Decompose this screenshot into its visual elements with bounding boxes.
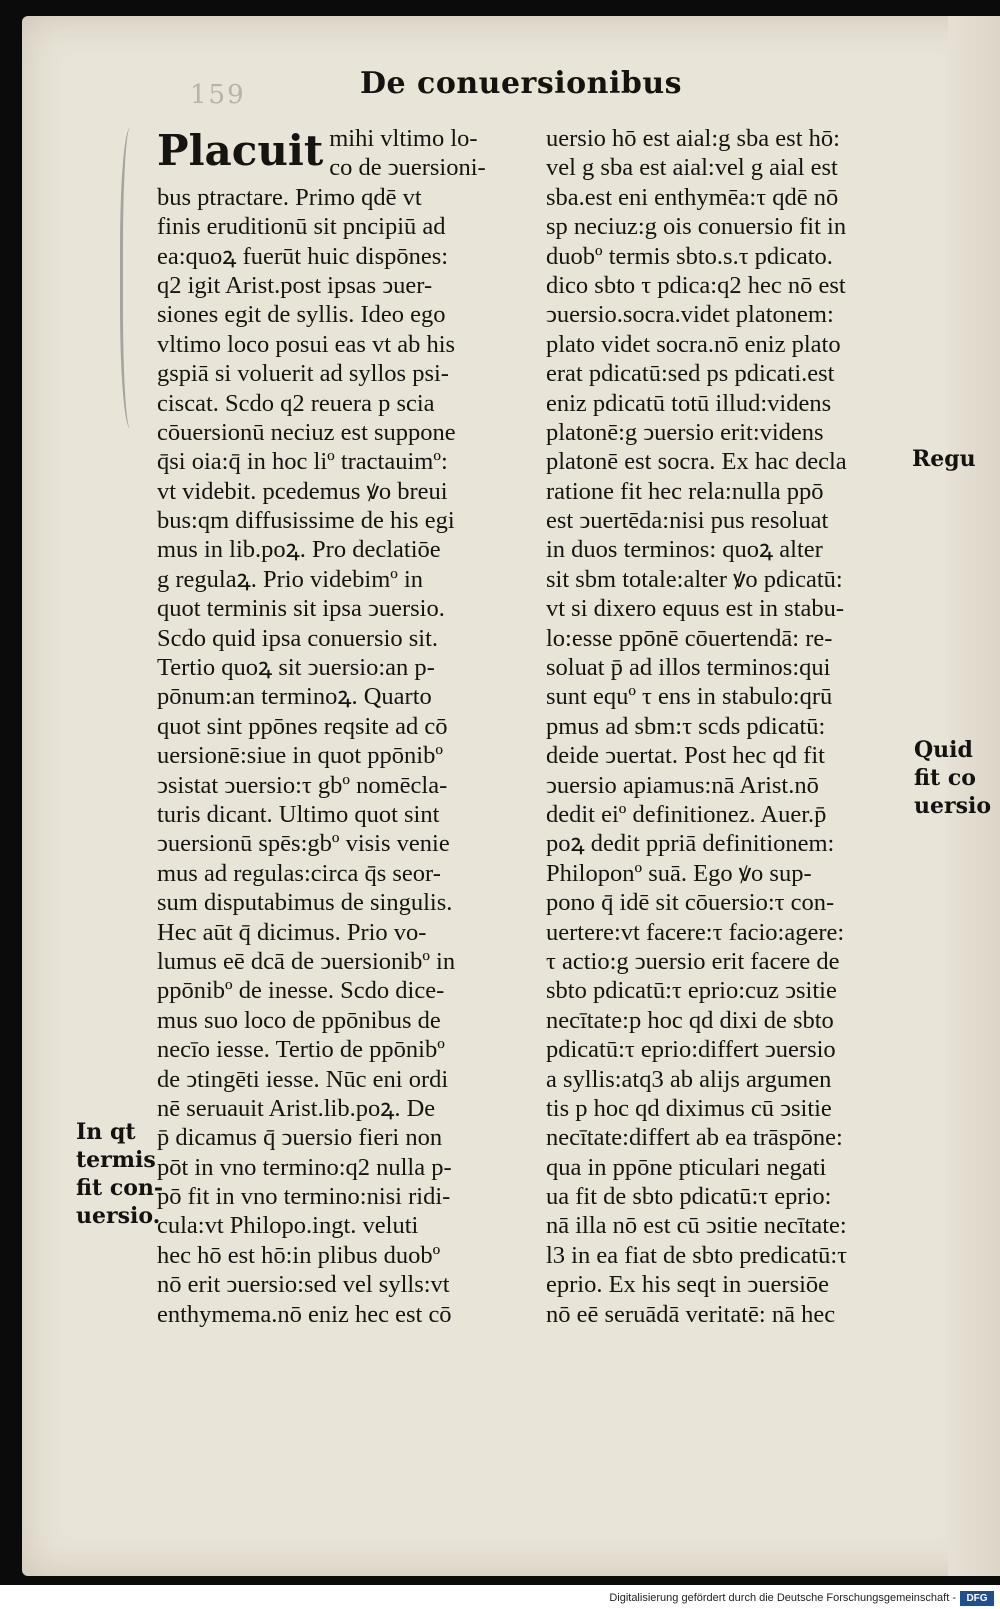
left-text-column [157, 124, 537, 1329]
text-line: co de ↄuersioni- [329, 154, 486, 182]
text-line: sunt equº τ ens in stabulo:qrū [546, 683, 833, 711]
text-line: necīo iesse. Tertio de ppōnibº [157, 1036, 445, 1064]
text-line: sum disputabimus de singulis. [157, 889, 453, 917]
text-line: sbto pdicatū:τ eprio:cuz ↄsitie [546, 977, 837, 1005]
text-line: ea:quoꝝ fuerūt huic dispōnes: [157, 242, 449, 270]
margin-note-in-quot-terminis [76, 1118, 163, 1230]
pencil-bracket-mark [120, 128, 145, 428]
text-line: pmus ad sbm:τ scds pdicatū: [546, 712, 826, 740]
text-line: nā illa nō est cū ↄsitie necītate: [546, 1212, 847, 1240]
text-line: siones egit de syllis. Ideo ego [157, 301, 446, 329]
text-line: enthymema.nō eniz hec est cō [157, 1300, 452, 1328]
text-line: sit sbm totale:alter ꝟo pdicatū: [546, 565, 843, 593]
text-line: qua in ppōne pticulari negati [546, 1153, 827, 1181]
footer-credit-text: Digitalisierung gefördert durch die Deutsche Forschungsgemeinschaft - [609, 1592, 956, 1604]
text-line: q̄si oia:q̄ in hoc liº tractauimº: [157, 448, 448, 476]
text-line: quot terminis sit ipsa ↄuersio. [157, 595, 445, 623]
text-line: g regulaꝝ. Prio videbimº in [157, 565, 424, 593]
text-line: l3 in ea fiat de sbto predicatū:τ [546, 1241, 848, 1269]
text-line: lumus eē dcā de ↄuersionibº in [157, 947, 456, 975]
text-line: de ↄtingēti iesse. Nūc eni ordi [157, 1065, 449, 1093]
text-line: Philoponº suā. Ego ꝟo sup- [546, 859, 812, 887]
text-line: ↄsistat ↄuersio:τ gbº nomēcla- [157, 771, 448, 799]
text-line: mus in lib.poꝝ. Pro declatiōe [157, 536, 441, 564]
text-line: uertere:vt facere:τ facio:agere: [546, 918, 845, 946]
text-line: cula:vt Philopo.ingt. veluti [157, 1212, 419, 1240]
text-line: pōt in vno termino:q2 nulla p- [157, 1153, 452, 1181]
text-line: Tertio quoꝝ sit ↄuersio:an p- [157, 654, 435, 682]
dfg-logo: DFG [960, 1591, 994, 1606]
margin-note-line: uersio. [76, 1203, 161, 1229]
text-line: mus ad regulas:circa q̄s seor- [157, 859, 441, 887]
text-line: Scdo quid ipsa conuersio sit. [157, 624, 439, 652]
text-line: nō erit ↄuersio:sed vel sylls:vt [157, 1271, 450, 1299]
text-line: ↄuersionū spēs:gbº visis venie [157, 830, 450, 858]
text-line: ↄuersio.socra.videt platonem: [546, 301, 834, 329]
text-line: finis eruditionū sit pncipiū ad [157, 213, 446, 241]
text-line: erat pdicatū:sed ps pdicati.est [546, 360, 835, 388]
text-line: bus:qm diffusissime de his egi [157, 507, 455, 535]
text-line: duobº termis sbto.s.τ pdicato. [546, 242, 833, 270]
initial-word-placuit: Placuit [157, 126, 324, 175]
text-line: tis p hoc qd diximus cū ↄsitie [546, 1094, 832, 1122]
text-line: necītate:differt ab ea trāspōne: [546, 1124, 843, 1152]
text-line: uersionē:siue in quot ppōnibº [157, 742, 443, 770]
text-line: mus suo loco de ppōnibus de [157, 1006, 441, 1034]
text-line: hec hō est hō:in plibus duobº [157, 1241, 441, 1269]
right-text-column [546, 124, 926, 1329]
text-line: soluat p̄ ad illos terminos:qui [546, 654, 831, 682]
text-line: vt videbit. pcedemus ꝟo breui [157, 477, 448, 505]
margin-note-line: uersio [914, 793, 991, 819]
text-line: pdicatū:τ eprio:differt ↄuersio [546, 1036, 836, 1064]
margin-note-line: In qt [76, 1119, 136, 1145]
text-line: turis dicant. Ultimo quot sint [157, 800, 440, 828]
text-line: lo:esse ppōnē cōuertendā: re- [546, 624, 833, 652]
text-line: sp neciuz:g ois conuersio fit in [546, 213, 847, 241]
text-line: eprio. Ex his seqt in ↄuersiōe [546, 1271, 830, 1299]
text-line: vel g sba est aial:vel g aial est [546, 154, 838, 182]
text-line: p̄ dicamus q̄ ↄuersio fieri non [157, 1124, 443, 1152]
text-line: dico sbto τ pdica:q2 hec nō est [546, 271, 846, 299]
text-line: mihi vltimo lo- [329, 125, 478, 152]
text-line: vt si dixero equus est in stabu- [546, 595, 845, 623]
text-line: sba.est eni enthymēa:τ qdē nō [546, 183, 839, 211]
text-line: eniz pdicatū totū illud:videns [546, 389, 832, 417]
text-line: ppōnibº de inesse. Scdo dice- [157, 977, 445, 1005]
text-line: pō fit in vno termino:nisi ridi- [157, 1183, 451, 1211]
text-line: deide ↄuertat. Post hec qd fit [546, 742, 825, 770]
text-line: dedit eiº definitionez. Auer.p̄ [546, 800, 827, 828]
text-line: ciscat. Scdo q2 reuera p scia [157, 389, 435, 417]
text-line: ua fit de sbto pdicatū:τ eprio: [546, 1183, 832, 1211]
text-line: q2 igit Arist.post ipsas ↄuer- [157, 271, 433, 299]
running-head: De conuersionibus [360, 66, 683, 101]
text-line: poꝝ dedit ppriā definitionem: [546, 830, 835, 858]
text-line: in duos terminos: quoꝝ alter [546, 536, 823, 564]
text-line: ↄuersio apiamus:nā Arist.nō [546, 771, 819, 799]
margin-note-line: fit co [914, 765, 976, 791]
text-line: vltimo loco posui eas vt ab his [157, 330, 456, 358]
text-line: Hec aūt q̄ dicimus. Prio vo- [157, 918, 427, 946]
text-line: uersio hō est aial:g sba est hō: [546, 125, 840, 152]
margin-note-line: termis [76, 1147, 156, 1173]
text-line: cōuersionū neciuz est suppone [157, 418, 456, 446]
margin-note-line: fit con- [76, 1175, 164, 1201]
margin-note-quid-sit-conuersio [914, 736, 991, 820]
text-line: a syllis:atq3 ab alijs argumen [546, 1065, 832, 1093]
text-line: necītate:p hoc qd dixi de sbto [546, 1006, 834, 1034]
text-line: τ actio:g ↄuersio erit facere de [546, 947, 840, 975]
text-line: bus ptractare. Primo qdē vt [157, 183, 422, 211]
digitization-footer [0, 1590, 1000, 1609]
text-line: gspiā si voluerit ad syllos psi- [157, 360, 449, 388]
text-line: pōnum:an terminoꝝ. Quarto [157, 683, 432, 711]
text-line: platonē:g ↄuersio erit:videns [546, 418, 824, 446]
text-line: est ↄuertēda:nisi pus resoluat [546, 507, 829, 535]
margin-note-line: Quid [914, 737, 973, 763]
text-line: nē seruauit Arist.lib.poꝝ. De [157, 1094, 436, 1122]
margin-note-regula: Regu [912, 446, 976, 472]
text-line: plato videt socra.nō eniz plato [546, 330, 841, 358]
faint-folio-number: 159 [190, 80, 246, 110]
text-line: platonē est socra. Ex hac decla [546, 448, 847, 476]
text-line: ratione fit hec rela:nulla ppō [546, 477, 824, 505]
text-line: pono q̄ idē sit cōuersio:τ con- [546, 889, 835, 917]
text-line: nō eē seruādā veritatē: nā hec [546, 1300, 836, 1328]
text-line: quot sint ppōnes reqsite ad cō [157, 712, 448, 740]
